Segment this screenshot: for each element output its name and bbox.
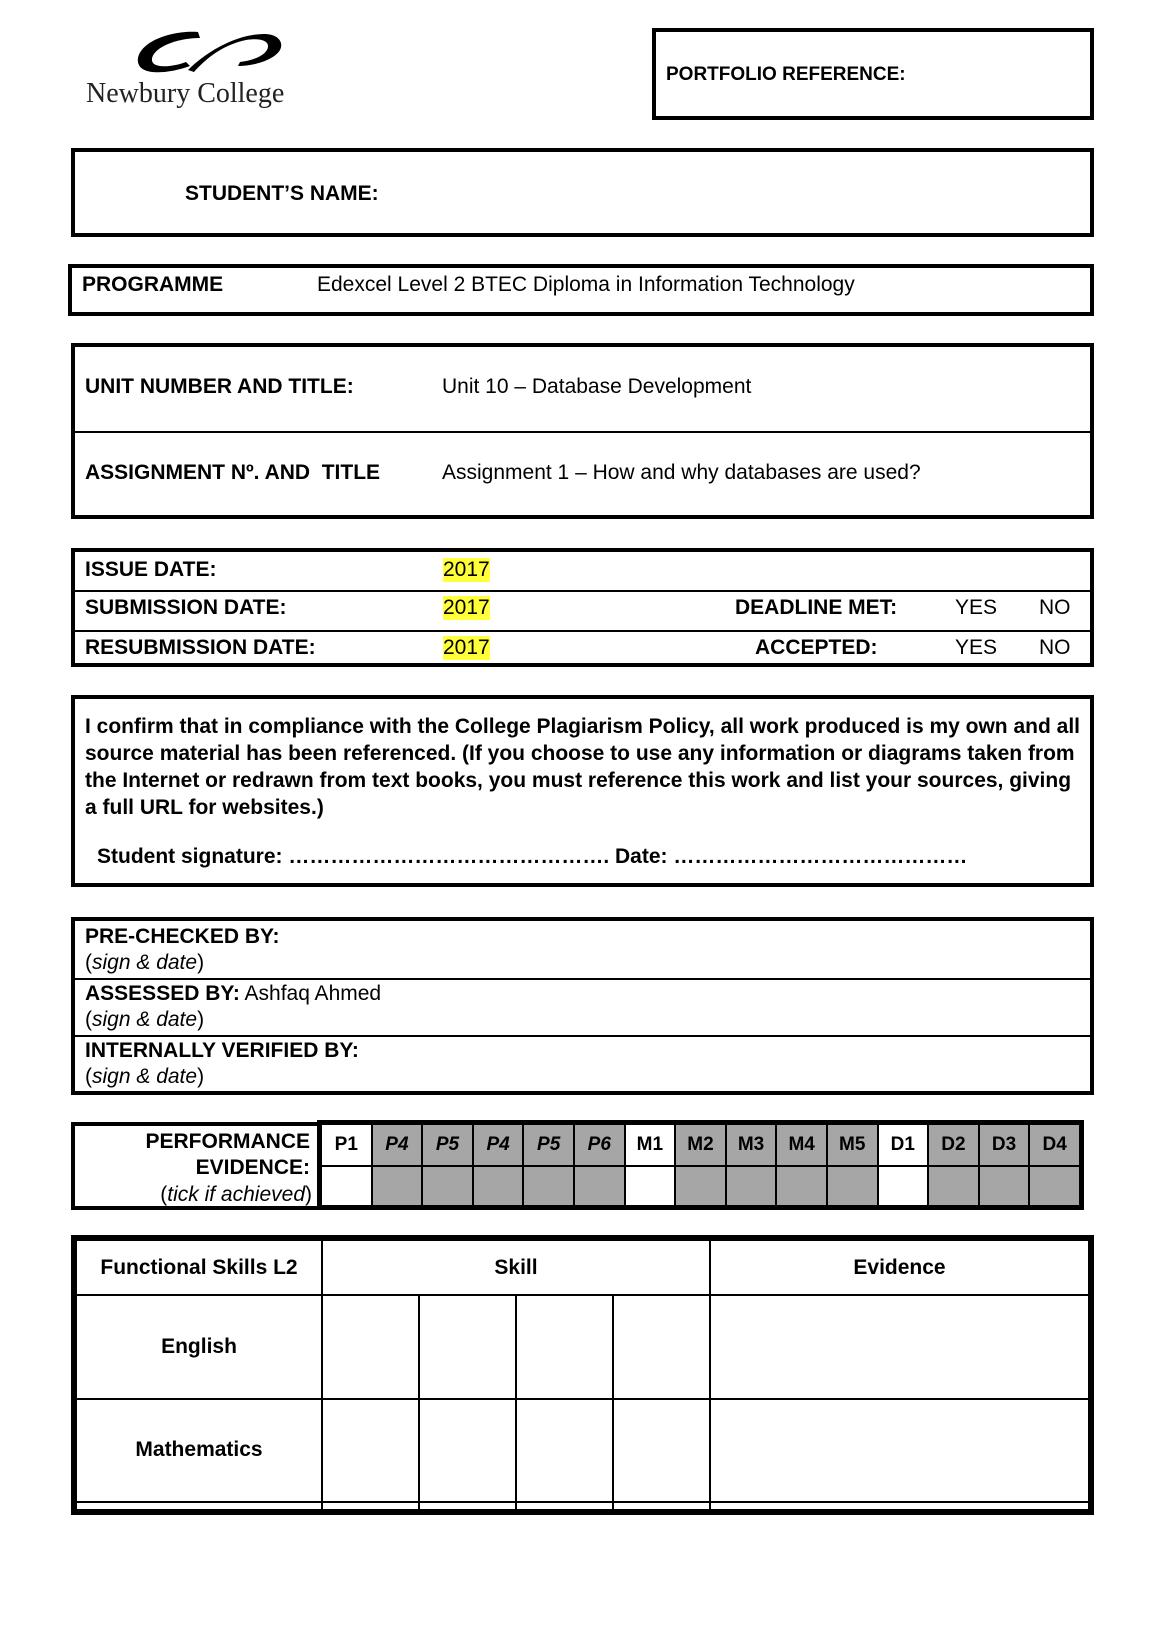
programme-value: Edexcel Level 2 BTEC Diploma in Information Technology <box>317 273 855 296</box>
skill-cell[interactable] <box>419 1502 516 1510</box>
tick-cell-m2 <box>675 1166 726 1206</box>
criterion-p6: P6 <box>574 1124 625 1166</box>
skill-cell[interactable] <box>613 1399 710 1503</box>
criterion-p4: P4 <box>372 1124 423 1166</box>
verified-row[interactable]: INTERNALLY VERIFIED BY: (sign & date) <box>85 1039 359 1088</box>
tick-cell-p5-b <box>523 1166 574 1206</box>
criterion-p4-b: P4 <box>473 1124 524 1166</box>
performance-label-line1: PERFORMANCE <box>145 1130 310 1153</box>
performance-criteria-grid <box>317 1120 1084 1210</box>
portfolio-reference-box[interactable] <box>652 28 1094 120</box>
performance-evidence-label: PERFORMANCE EVIDENCE: (tick if achieved) <box>71 1122 320 1210</box>
assignment-value: Assignment 1 – How and why databases are used? <box>442 461 921 484</box>
skill-cell[interactable] <box>613 1502 710 1510</box>
criterion-m3: M3 <box>726 1124 777 1166</box>
unit-label: UNIT NUMBER AND TITLE: <box>85 375 354 398</box>
portfolio-reference-label: PORTFOLIO REFERENCE: <box>666 64 906 85</box>
submission-date-label: SUBMISSION DATE: <box>85 596 287 619</box>
assignment-row <box>75 433 1090 517</box>
college-swoosh-icon <box>128 26 298 82</box>
resubmission-date-row <box>75 630 1090 668</box>
submission-date-value: 2017 <box>443 596 490 619</box>
skill-cell[interactable] <box>322 1502 419 1510</box>
criterion-d3: D3 <box>979 1124 1030 1166</box>
skill-cell[interactable] <box>516 1502 613 1510</box>
evidence-header: Evidence <box>710 1240 1089 1295</box>
functional-skills-table <box>71 1235 1094 1515</box>
deadline-met-no[interactable]: NO <box>1039 596 1071 619</box>
accepted-yes[interactable]: YES <box>955 636 998 659</box>
criterion-p1: P1 <box>321 1124 372 1166</box>
deadline-met-label: DEADLINE MET: <box>735 596 898 619</box>
mathematics-row-label: Mathematics <box>76 1399 322 1503</box>
student-name-box[interactable] <box>71 148 1094 237</box>
skill-cell[interactable] <box>322 1295 419 1399</box>
assessor-name: Ashfaq Ahmed <box>239 982 382 1005</box>
evidence-cell[interactable] <box>710 1502 1089 1510</box>
issue-date-row <box>75 552 1090 592</box>
sign-off-box <box>71 917 1094 1095</box>
criterion-p5: P5 <box>422 1124 473 1166</box>
criterion-m2: M2 <box>675 1124 726 1166</box>
criterion-p5-b: P5 <box>523 1124 574 1166</box>
declaration-text: I confirm that in compliance with the College Plagiarism Policy, all work produced is my own and all source material has been referenced. (If you choose to use any information or diagrams taken from the Internet or redrawn from text books, you must reference this work and list your sources, giving a full URL for websites.) <box>85 715 1080 819</box>
tick-cell-d3 <box>979 1166 1030 1206</box>
resubmission-date-label: RESUBMISSION DATE: <box>85 636 316 659</box>
college-logo <box>84 26 324 118</box>
plagiarism-declaration-box <box>71 695 1094 887</box>
functional-skills-header: Functional Skills L2 <box>76 1240 322 1295</box>
skill-cell[interactable] <box>613 1295 710 1399</box>
skill-cell[interactable] <box>516 1295 613 1399</box>
submission-date-row <box>75 590 1090 632</box>
criterion-m4: M4 <box>776 1124 827 1166</box>
tick-cell-p1[interactable] <box>321 1166 372 1206</box>
skill-header: Skill <box>322 1240 710 1295</box>
tick-cell-m3 <box>726 1166 777 1206</box>
verified-note: sign & date <box>92 1065 198 1088</box>
unit-assignment-box <box>71 343 1094 519</box>
skill-cell[interactable] <box>419 1295 516 1399</box>
issue-date-value: 2017 <box>443 558 490 581</box>
pre-checked-note: sign & date <box>92 951 198 974</box>
skill-cell[interactable] <box>516 1399 613 1503</box>
blank-row-label <box>76 1502 322 1510</box>
programme-box <box>68 264 1094 316</box>
skill-cell[interactable] <box>322 1399 419 1503</box>
resubmission-date-value: 2017 <box>443 636 490 659</box>
accepted-no[interactable]: NO <box>1039 636 1071 659</box>
criterion-m5: M5 <box>827 1124 878 1166</box>
criterion-d2: D2 <box>928 1124 979 1166</box>
signature-line[interactable]: Student signature: ………………………………………. Date: …………………………………… <box>97 845 968 868</box>
assessed-note: sign & date <box>92 1008 198 1031</box>
performance-label-note: tick if achieved <box>167 1183 305 1206</box>
skill-cell[interactable] <box>419 1399 516 1503</box>
unit-row <box>75 347 1090 433</box>
tick-cell-m4 <box>776 1166 827 1206</box>
verified-label: INTERNALLY VERIFIED BY: <box>85 1039 359 1062</box>
accepted-label: ACCEPTED: <box>755 636 878 659</box>
deadline-met-yes[interactable]: YES <box>955 596 998 619</box>
evidence-cell[interactable] <box>710 1399 1089 1503</box>
criterion-m1: M1 <box>625 1124 676 1166</box>
english-row-label: English <box>76 1295 322 1399</box>
college-name: Newbury College <box>86 78 285 109</box>
tick-cell-p4-b <box>473 1166 524 1206</box>
pre-checked-label: PRE-CHECKED BY: <box>85 925 280 948</box>
tick-cell-p4 <box>372 1166 423 1206</box>
tick-cell-d2 <box>928 1166 979 1206</box>
pre-checked-row[interactable]: PRE-CHECKED BY: (sign & date) <box>75 921 1090 980</box>
tick-cell-d4 <box>1029 1166 1080 1206</box>
unit-value: Unit 10 – Database Development <box>442 375 752 398</box>
assessed-row[interactable]: ASSESSED BY: Ashfaq Ahmed (sign & date) <box>75 978 1090 1037</box>
criterion-d1: D1 <box>878 1124 929 1166</box>
tick-cell-m5 <box>827 1166 878 1206</box>
issue-date-label: ISSUE DATE: <box>85 558 217 581</box>
programme-label: PROGRAMME <box>82 273 224 296</box>
tick-cell-p5 <box>422 1166 473 1206</box>
assignment-label: ASSIGNMENT Nº. AND TITLE <box>85 461 381 484</box>
tick-cell-m1[interactable] <box>625 1166 676 1206</box>
criterion-d4: D4 <box>1029 1124 1080 1166</box>
performance-label-line2: EVIDENCE: <box>195 1156 310 1179</box>
student-name-label: STUDENT’S NAME: <box>185 182 379 205</box>
tick-cell-p6 <box>574 1166 625 1206</box>
assessed-label: ASSESSED BY: <box>85 982 240 1005</box>
dates-box <box>71 548 1094 667</box>
tick-cell-d1[interactable] <box>878 1166 929 1206</box>
evidence-cell[interactable] <box>710 1295 1089 1399</box>
